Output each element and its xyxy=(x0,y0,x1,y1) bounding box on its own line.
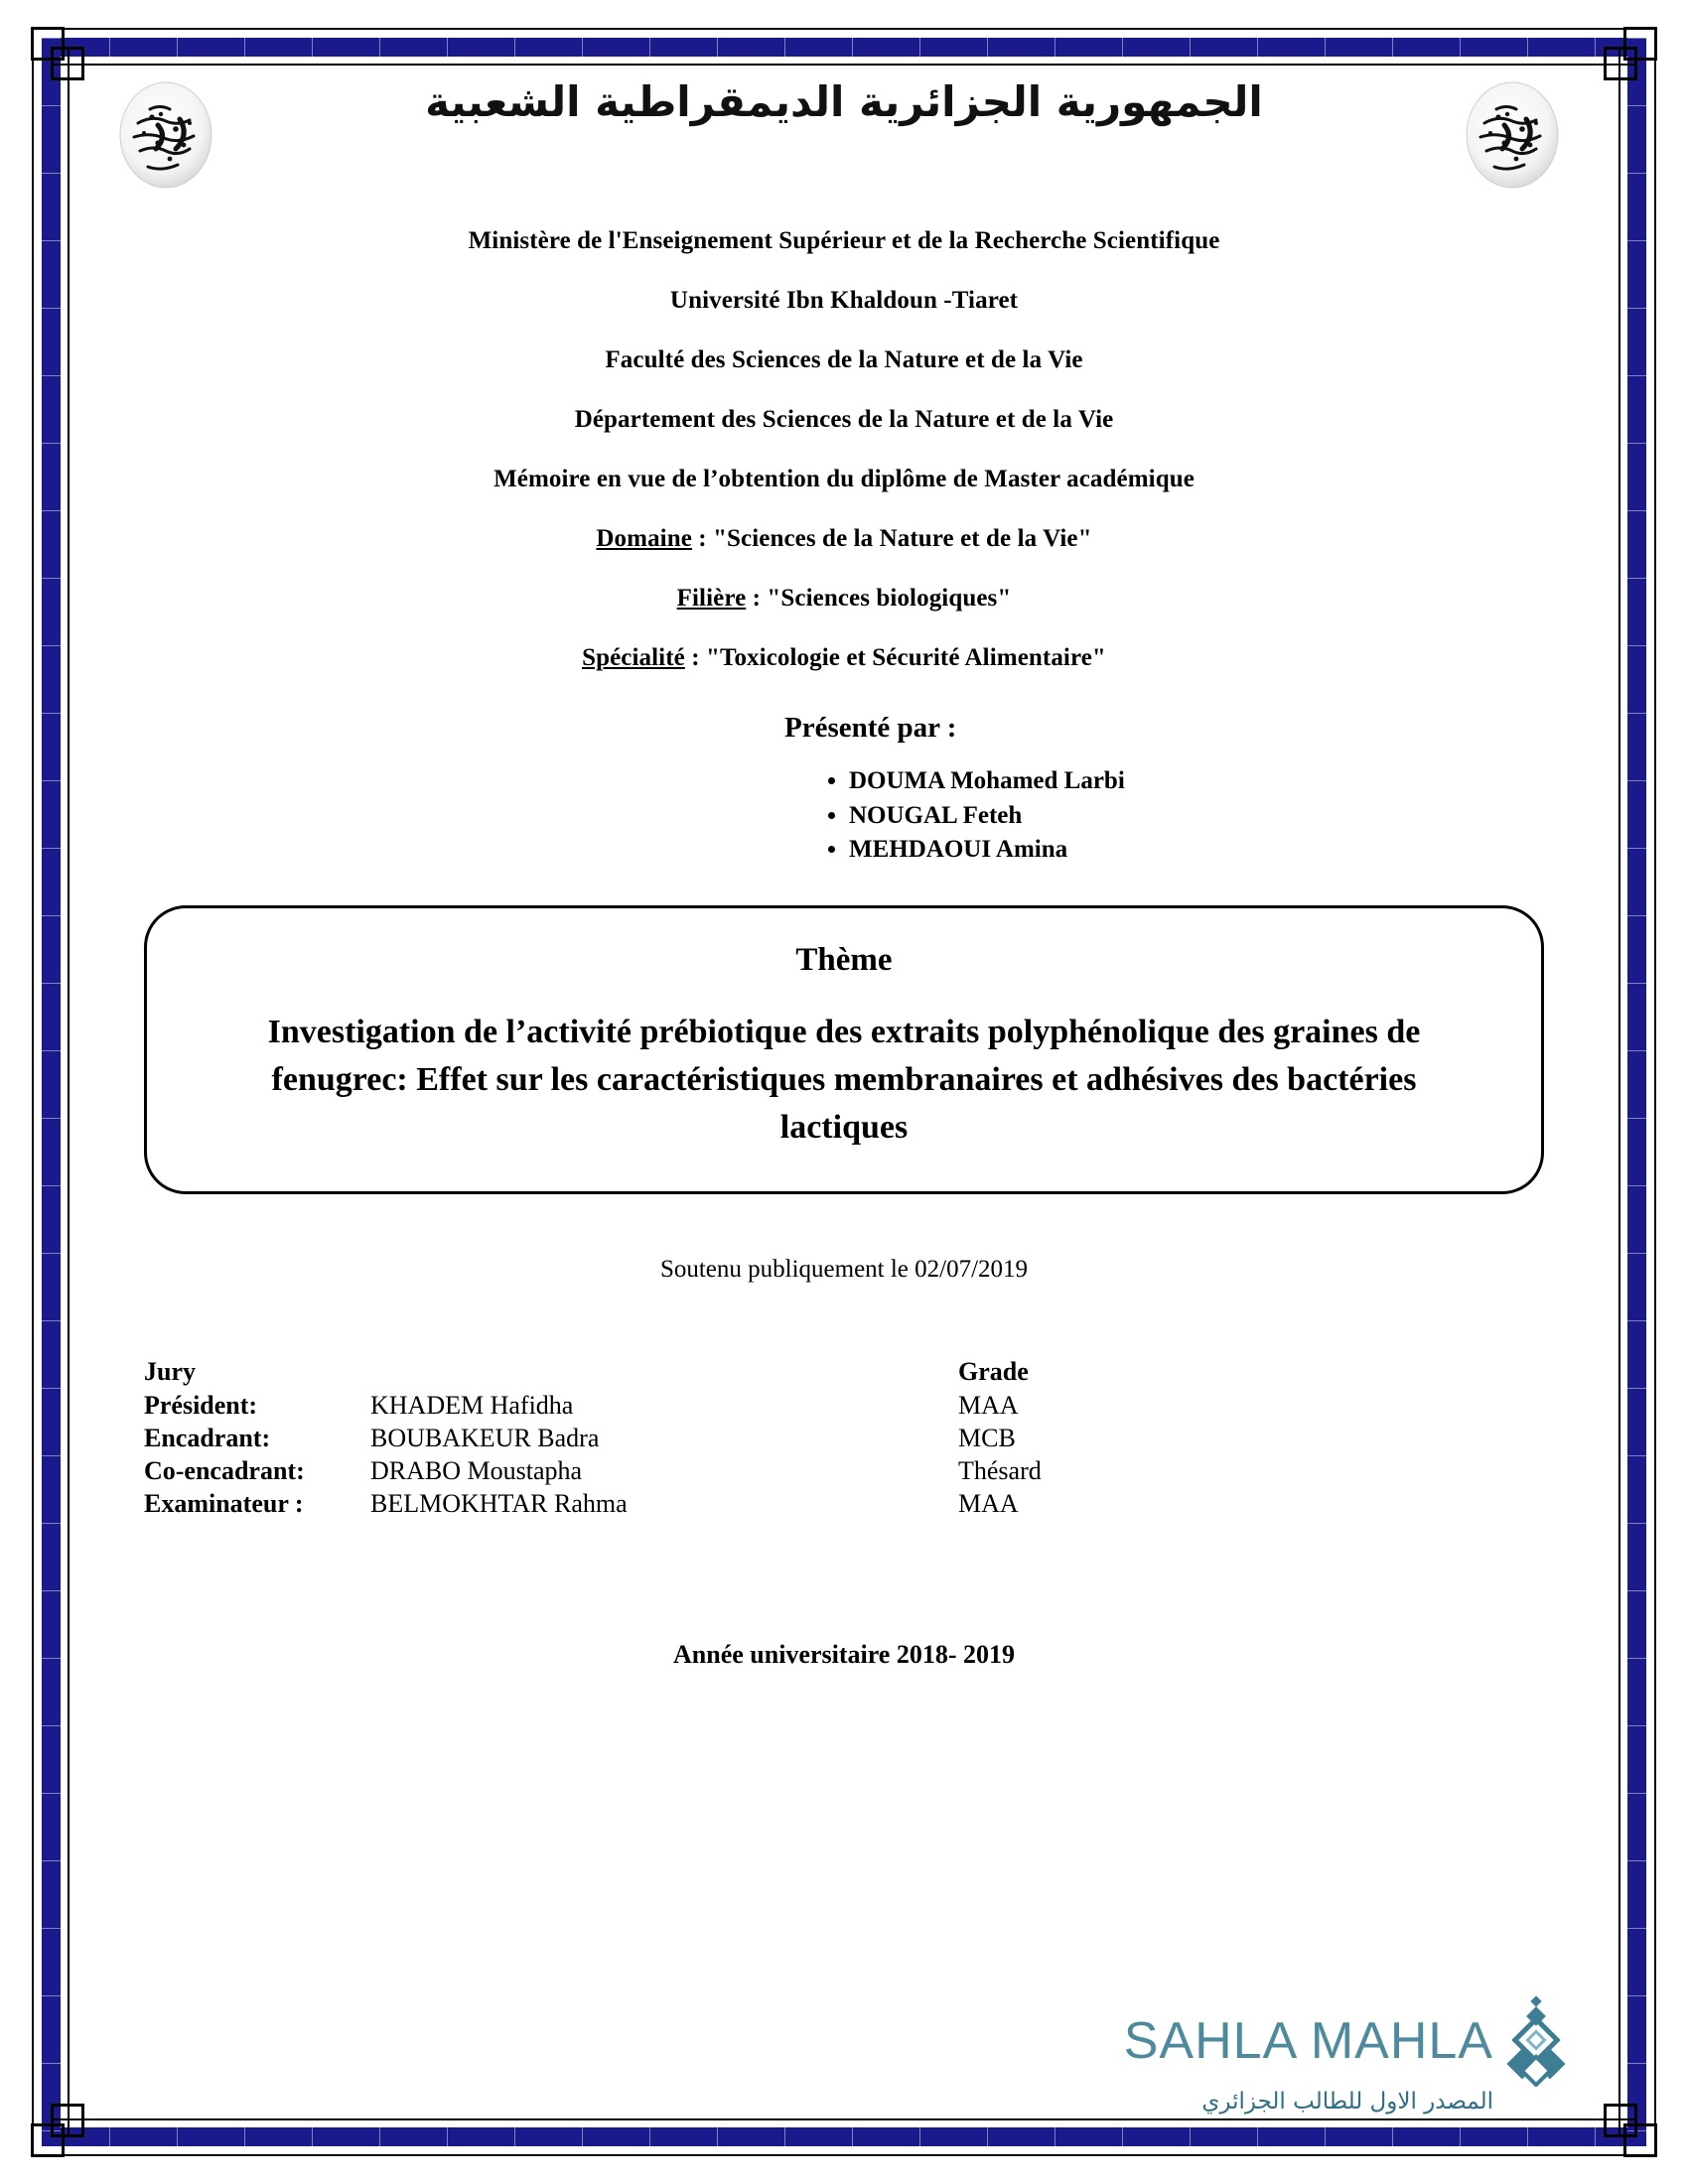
corner-square-bottom-left-outer xyxy=(31,2123,65,2157)
jury-header-grade: Grade xyxy=(958,1357,1029,1387)
thesis-title: Investigation de l’activité prébiotique des extraits polyphénolique des graines de fenugrec: Effet sur les caractéristiques membranaires et adhésives des bactéries lactiques xyxy=(267,1013,1421,1147)
corner-square-bottom-left-inner xyxy=(51,2104,84,2137)
border-inner-hairline-bottom xyxy=(53,2118,1635,2120)
jury-role: Co-encadrant: xyxy=(144,1456,305,1486)
border-band-top xyxy=(42,38,1646,57)
jury-name: KHADEM Hafidha xyxy=(370,1390,574,1420)
cover-page-content xyxy=(89,69,1599,1670)
corner-square-bottom-right-outer xyxy=(1623,2123,1657,2157)
border-band-left xyxy=(42,38,61,2146)
domaine-value: : "Sciences de la Nature et de la Vie" xyxy=(691,525,1092,552)
list-item: • NOUGAL Feteh xyxy=(849,799,1599,834)
border-hairline-bottom xyxy=(33,2154,1655,2156)
jury-table xyxy=(144,1355,1196,1520)
degree-statement-line: Mémoire en vue de l’obtention du diplôme de Master académique xyxy=(493,466,1195,492)
border-hairline-top xyxy=(33,28,1655,30)
filiere-label: Filière xyxy=(676,585,747,612)
algerian-emblem-right-icon xyxy=(1461,79,1564,191)
university-line: Université Ibn Khaldoun -Tiaret xyxy=(669,287,1019,314)
watermark-brand-row xyxy=(1114,1995,1571,2087)
border-band-right xyxy=(1627,38,1646,2146)
corner-square-top-right-inner xyxy=(1604,47,1637,80)
diamond-ornament-icon xyxy=(1499,1995,1571,2087)
jury-name: BOUBAKEUR Badra xyxy=(370,1423,600,1452)
watermark-tagline: المصدر الاول للطالب الجزائري xyxy=(1201,2089,1493,2115)
arabic-national-title: الجمهورية الجزائرية الديمقراطية الشعبية xyxy=(425,77,1263,126)
jury-role: Encadrant: xyxy=(144,1423,271,1452)
ministry-line: Ministère de l'Enseignement Supérieur et de la Recherche Scientifique xyxy=(468,227,1220,254)
border-inner-hairline-right xyxy=(1618,49,1620,2135)
faculty-line: Faculté des Sciences de la Nature et de la Vie xyxy=(605,346,1083,373)
defense-date: Soutenu publiquement le 02/07/2019 xyxy=(659,1256,1029,1284)
corner-square-top-left-inner xyxy=(51,47,84,80)
list-item: • MEHDAOUI Amina xyxy=(849,833,1599,868)
department-line: Département des Sciences de la Nature et de la Vie xyxy=(574,406,1114,433)
jury-grade: Thésard xyxy=(958,1456,1042,1486)
table-row xyxy=(144,1487,1196,1520)
presented-by-section xyxy=(89,712,1599,868)
specialite-label: Spécialité xyxy=(582,644,685,671)
jury-name: DRABO Moustapha xyxy=(370,1456,583,1486)
jury-role: Président: xyxy=(144,1390,258,1420)
jury-grade: MAA xyxy=(958,1489,1019,1519)
corner-square-top-left-outer xyxy=(31,27,65,61)
specialite-line xyxy=(89,644,1599,672)
filiere-value: : "Sciences biologiques" xyxy=(746,585,1012,612)
specialite-value: : "Toxicologie et Sécurité Alimentaire" xyxy=(684,644,1106,671)
header-row xyxy=(89,69,1599,204)
border-inner-hairline-left xyxy=(68,49,70,2135)
table-row xyxy=(144,1422,1196,1454)
sahla-mahla-watermark xyxy=(1114,1995,1571,2115)
border-inner-hairline-top xyxy=(53,64,1635,66)
theme-label: Thème xyxy=(795,941,893,978)
border-hairline-right xyxy=(1654,29,1656,2155)
filiere-line xyxy=(89,585,1599,613)
presented-by-title: Présenté par : xyxy=(784,712,957,744)
jury-header-role: Jury xyxy=(144,1357,196,1387)
jury-grade: MAA xyxy=(958,1390,1019,1420)
jury-role: Examinateur : xyxy=(144,1489,304,1519)
jury-header-row xyxy=(144,1355,1196,1388)
domaine-line xyxy=(89,525,1599,553)
jury-name: BELMOKHTAR Rahma xyxy=(370,1489,628,1519)
table-row xyxy=(144,1454,1196,1487)
jury-grade: MCB xyxy=(958,1423,1016,1452)
domaine-label: Domaine xyxy=(596,525,692,552)
student-list xyxy=(784,764,1599,868)
border-hairline-left xyxy=(32,29,34,2155)
corner-square-top-right-outer xyxy=(1623,27,1657,61)
corner-square-bottom-right-inner xyxy=(1604,2104,1637,2137)
table-row xyxy=(144,1389,1196,1422)
academic-year: Année universitaire 2018- 2019 xyxy=(673,1639,1015,1669)
watermark-brand: SAHLA MAHLA xyxy=(1123,2012,1493,2070)
theme-box xyxy=(144,905,1544,1195)
border-band-bottom xyxy=(42,2127,1646,2146)
list-item: • DOUMA Mohamed Larbi xyxy=(849,764,1599,799)
